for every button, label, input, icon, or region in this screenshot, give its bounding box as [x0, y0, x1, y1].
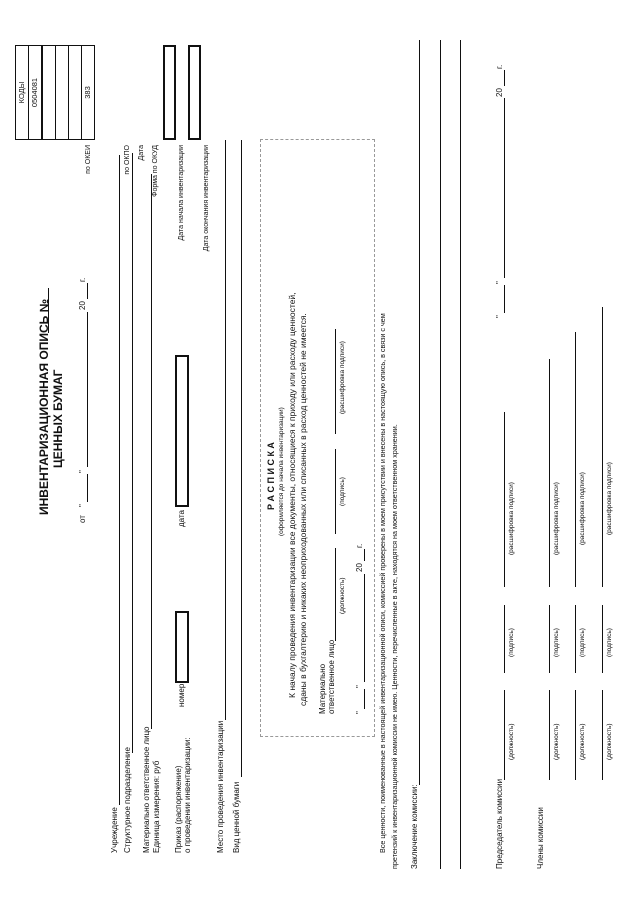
member2-signature-line[interactable]	[575, 605, 576, 673]
quote-close: "	[78, 470, 87, 473]
statement-line-2: претензий к инвентаризационной комиссии не имею. Ценности, перечисленные в акте, находятся на моем ответственном хранении.	[390, 424, 399, 869]
date-start-label: Дата начала инвентаризации	[178, 145, 185, 241]
member3-decoding-line[interactable]	[602, 307, 603, 587]
member2-position-caption: (должность)	[579, 723, 586, 760]
date-from-label: от	[78, 515, 87, 523]
receipt-quote-open: "	[355, 711, 364, 714]
day-line[interactable]	[87, 474, 88, 502]
receipt-text-1: К началу проведения инвентаризации все документы, относящиеся к приходу или расходу ценностей,	[287, 292, 297, 698]
doc-number-line[interactable]	[48, 288, 49, 333]
security-type-label: Вид ценной бумаги	[232, 781, 241, 853]
form-subtitle: ЦЕННЫХ БУМАГ	[51, 369, 65, 468]
receipt-year-suffix: г.	[355, 543, 364, 548]
member1-decoding-line[interactable]	[549, 359, 550, 587]
okpo-label: по ОКПО	[124, 145, 131, 175]
receipt-text-2: сданы в бухгалтерию и никаких неоприходованных или списанных в расход ценностей не имеется.	[298, 313, 308, 706]
chair-signature-caption: (подпись)	[508, 628, 515, 657]
codes-header: КОДЫ	[16, 46, 29, 139]
member1-decoding-caption: (расшифровка подписи)	[553, 482, 560, 555]
member2-decoding-caption: (расшифровка подписи)	[579, 472, 586, 545]
security-type-line[interactable]	[241, 140, 242, 777]
receipt-month-line[interactable]	[364, 574, 365, 682]
receipt-decoding-line[interactable]	[335, 329, 336, 434]
order-number-label: номер	[177, 683, 186, 707]
order-date-box[interactable]	[175, 355, 189, 507]
division-label: Структурное подразделение	[123, 747, 132, 853]
receipt-quote-close: "	[355, 685, 364, 688]
member3-position-line[interactable]	[602, 690, 603, 780]
chair-year-line[interactable]	[504, 70, 505, 86]
institution-line[interactable]	[119, 155, 120, 805]
date-end-box[interactable]	[188, 45, 201, 140]
mol-line[interactable]	[151, 174, 152, 729]
receipt-block	[260, 139, 375, 737]
place-line[interactable]	[225, 140, 226, 720]
okei-code-cell: 383	[83, 86, 93, 99]
chair-year-prefix: 20	[495, 88, 504, 97]
year-prefix: 20	[78, 301, 87, 310]
place-label: Место проведения инвентаризации	[216, 720, 225, 853]
chair-month-line[interactable]	[504, 98, 505, 278]
receipt-decoding-caption: (расшифровка подписи)	[339, 341, 346, 414]
receipt-mol-1: Материально	[318, 663, 327, 714]
member3-decoding-caption: (расшифровка подписи)	[606, 462, 613, 535]
receipt-mol-2: ответственное лицо	[327, 639, 336, 714]
receipt-subtitle: (оформляется до начала инвентаризации)	[278, 407, 285, 536]
member3-signature-line[interactable]	[602, 605, 603, 673]
receipt-position-line[interactable]	[335, 548, 336, 641]
date-label: Дата	[138, 145, 145, 161]
year-line[interactable]	[87, 283, 88, 299]
date-start-box[interactable]	[163, 45, 176, 140]
chair-position-line[interactable]	[504, 690, 505, 780]
member1-signature-caption: (подпись)	[553, 628, 560, 657]
institution-label: Учреждение	[110, 807, 119, 853]
chair-signature-line[interactable]	[504, 605, 505, 673]
conclusion-line-3[interactable]	[460, 40, 461, 869]
division-line[interactable]	[132, 153, 133, 753]
statement-line-1: Все ценности, поименованные в настоящей инвентаризационной описи, комиссией проверены в моем присутствии и внесены в настоящую опись, в связи с чем	[378, 313, 387, 853]
chair-quote-close: "	[495, 281, 504, 284]
receipt-title: Р А С П И С К А	[266, 442, 276, 510]
chair-decoding-caption: (расшифровка подписи)	[508, 482, 515, 555]
okpo-cell[interactable]	[56, 46, 69, 139]
okei-label: по ОКЕИ	[85, 145, 92, 174]
okud-label: Форма по ОКУД	[152, 145, 159, 197]
conclusion-label: Заключение комиссии:	[410, 784, 419, 869]
chair-day-line[interactable]	[504, 285, 505, 313]
form-title: ИНВЕНТАРИЗАЦИОННАЯ ОПИСЬ №	[37, 299, 51, 515]
member1-position-line[interactable]	[549, 690, 550, 780]
member3-position-caption: (должность)	[606, 723, 613, 760]
member1-signature-line[interactable]	[549, 605, 550, 673]
members-label: Члены комиссии	[536, 807, 545, 869]
chair-decoding-line[interactable]	[504, 412, 505, 587]
month-line[interactable]	[87, 312, 88, 467]
chair-position-caption: (должность)	[508, 723, 515, 760]
receipt-position-caption: (должность)	[339, 577, 346, 614]
chair-quote-open: "	[495, 315, 504, 318]
member2-signature-caption: (подпись)	[579, 628, 586, 657]
order-label-1: Приказ (распоряжение)	[174, 765, 183, 853]
chair-label: Председатель комиссии	[495, 778, 504, 869]
member2-position-line[interactable]	[575, 690, 576, 780]
receipt-day-line[interactable]	[364, 689, 365, 709]
receipt-year-prefix: 20	[355, 563, 364, 572]
conclusion-line-2[interactable]	[440, 40, 441, 869]
member2-decoding-line[interactable]	[575, 332, 576, 587]
unit-label: Единица измерения: руб	[152, 760, 161, 853]
empty-cell[interactable]	[69, 46, 82, 139]
date-end-label: Дата окончания инвентаризации	[203, 145, 210, 252]
mol-label: Материально ответственное лицо	[142, 726, 151, 853]
receipt-signature-caption: (подпись)	[339, 477, 346, 506]
okud-code-cell: 0504081	[29, 46, 42, 139]
order-date-label: дата	[177, 510, 186, 527]
member1-position-caption: (должность)	[553, 723, 560, 760]
receipt-signature-line[interactable]	[335, 449, 336, 534]
date-cell[interactable]	[43, 46, 56, 139]
conclusion-line-1[interactable]	[419, 40, 420, 785]
receipt-year-line[interactable]	[364, 549, 365, 561]
quote-open: "	[78, 504, 87, 507]
order-label-2: о проведении инвентаризации:	[183, 737, 192, 853]
chair-year-suffix: г.	[495, 64, 504, 69]
order-number-box[interactable]	[175, 611, 189, 683]
year-suffix: г.	[78, 277, 87, 282]
member3-signature-caption: (подпись)	[606, 628, 613, 657]
codes-table	[15, 45, 95, 140]
